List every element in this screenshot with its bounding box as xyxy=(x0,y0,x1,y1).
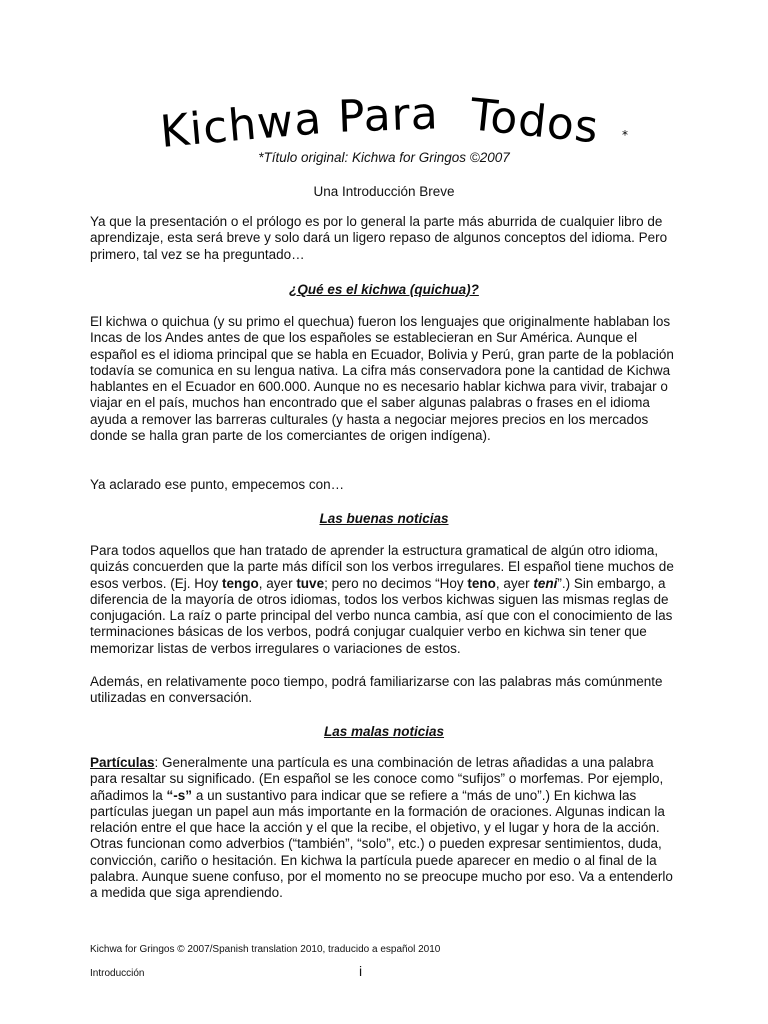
page-number: i xyxy=(359,963,363,979)
paragraph-particulas xyxy=(90,755,682,902)
paragraph-buenas-noticias xyxy=(90,543,682,657)
paragraph-intro: Ya que la presentación o el prólogo es por lo general la parte más aburrida de cualquier libro de aprendizaje, esta será breve y solo dará un ligero repaso de algunos conceptos del idioma. Pero primero, tal vez se ha preguntado… xyxy=(90,214,668,262)
intro-heading: Una Introducción Breve xyxy=(313,184,455,199)
original-title-note: *Título original: Kichwa for Gringos ©2007 xyxy=(258,150,510,165)
text-segment: ; pero no decimos “Hoy xyxy=(324,575,468,591)
bold-italic-word: teni xyxy=(533,575,558,591)
term-particulas: Partículas xyxy=(90,755,155,770)
heading-buenas-noticias: Las buenas noticias xyxy=(319,511,449,526)
paragraph-ademas: Además, en relativamente poco tiempo, podrá familiarizarse con las palabras más comúnmente utilizadas en conversación. xyxy=(90,674,663,706)
heading-malas-noticias: Las malas noticias xyxy=(323,724,445,739)
paragraph-aclarado: Ya aclarado ese punto, empecemos con… xyxy=(90,477,345,492)
paragraph-que-es: El kichwa o quichua (y su primo el quechua) fueron los lenguajes que originalmente hablaban los Incas de los Andes antes de que los españoles se establecieran en Sur América. Aunque el español es el idioma principal que se habla en Ecuador, Bolivia y Perú, gran parte de la población todavía se comunica en su lengua nativa. La cifra más conservadora pone la cantidad de Kichwa hablantes en el Ecuador en 600.000. Aunque no es necesario hablar kichwa para vivir, trabajar o viajar en el país, muchos han encontrado que el saber algunas palabras o frases en el idioma ayuda a remover las barreras culturales (y hasta a negociar mejores precios en los mercados donde se halla gran parte de los comerciantes de origen indígena). xyxy=(90,314,674,444)
text-segment: Para todos aquellos que han tratado de aprender la estructura gramatical de algún otro idioma, quizás concuerden que la parte más difícil son los verbos irregulares. El español tiene muchos de esos verbos. (Ej. Hoy xyxy=(90,543,674,591)
text-segment: a un sustantivo para indicar que se refiere a “más de uno”.) En kichwa las partículas juegan un papel aun más importante en la formación de oraciones. Algunas indican la relación entre el que hace la acción y el que la recibe, el objetivo, y el lugar y hora de la acción. Otras funcionan como adverbios (“también”, “solo”, etc.) o pueden expresar sentimientos, duda, convicción, cariño o hesitación. En kichwa la partícula puede aparecer en medio o al final de la palabra. Aunque suene confuso, por el momento no se preocupe mucho por eso. Va a entenderlo a medida que siga aprendiendo. xyxy=(90,787,673,901)
title-asterisk: * xyxy=(622,128,629,142)
bold-suffix: “-s” xyxy=(166,787,193,803)
bold-word: teno xyxy=(467,575,496,591)
title-word-2: Para xyxy=(337,88,440,143)
footer-copyright: Kichwa for Gringos © 2007/Spanish translation 2010, traducido a español 2010 xyxy=(90,944,441,955)
text-segment: , ayer xyxy=(258,575,297,591)
bold-word: tuve xyxy=(296,575,325,591)
title-word-1: Kichwa xyxy=(158,93,325,158)
text-segment: ”.) Sin embargo, a diferencia de la mayoría de otros idiomas, todos los verbos kichwas siguen las mismas reglas de conjugación. La raíz o parte principal del verbo nunca cambia, así que con el conocimiento de las terminaciones básicas de los verbos, podrá conjugar cualquier verbo en kichwa sin tener que memorizar listas de verbos irregulares o variaciones de estos. xyxy=(90,575,673,656)
heading-que-es-kichwa: ¿Qué es el kichwa (quichua)? xyxy=(289,282,479,297)
text-segment: , ayer xyxy=(495,575,534,591)
footer-section: Introducción xyxy=(90,968,145,979)
bold-word: tengo xyxy=(222,575,259,591)
text-segment: : Generalmente una partícula es una combinación de letras añadidas a una palabra para resaltar su significado. (En español se les conoce como “sufijos” o morfemas. Por ejemplo, añadimos la xyxy=(90,755,664,803)
title-word-3: Todos xyxy=(467,89,602,154)
